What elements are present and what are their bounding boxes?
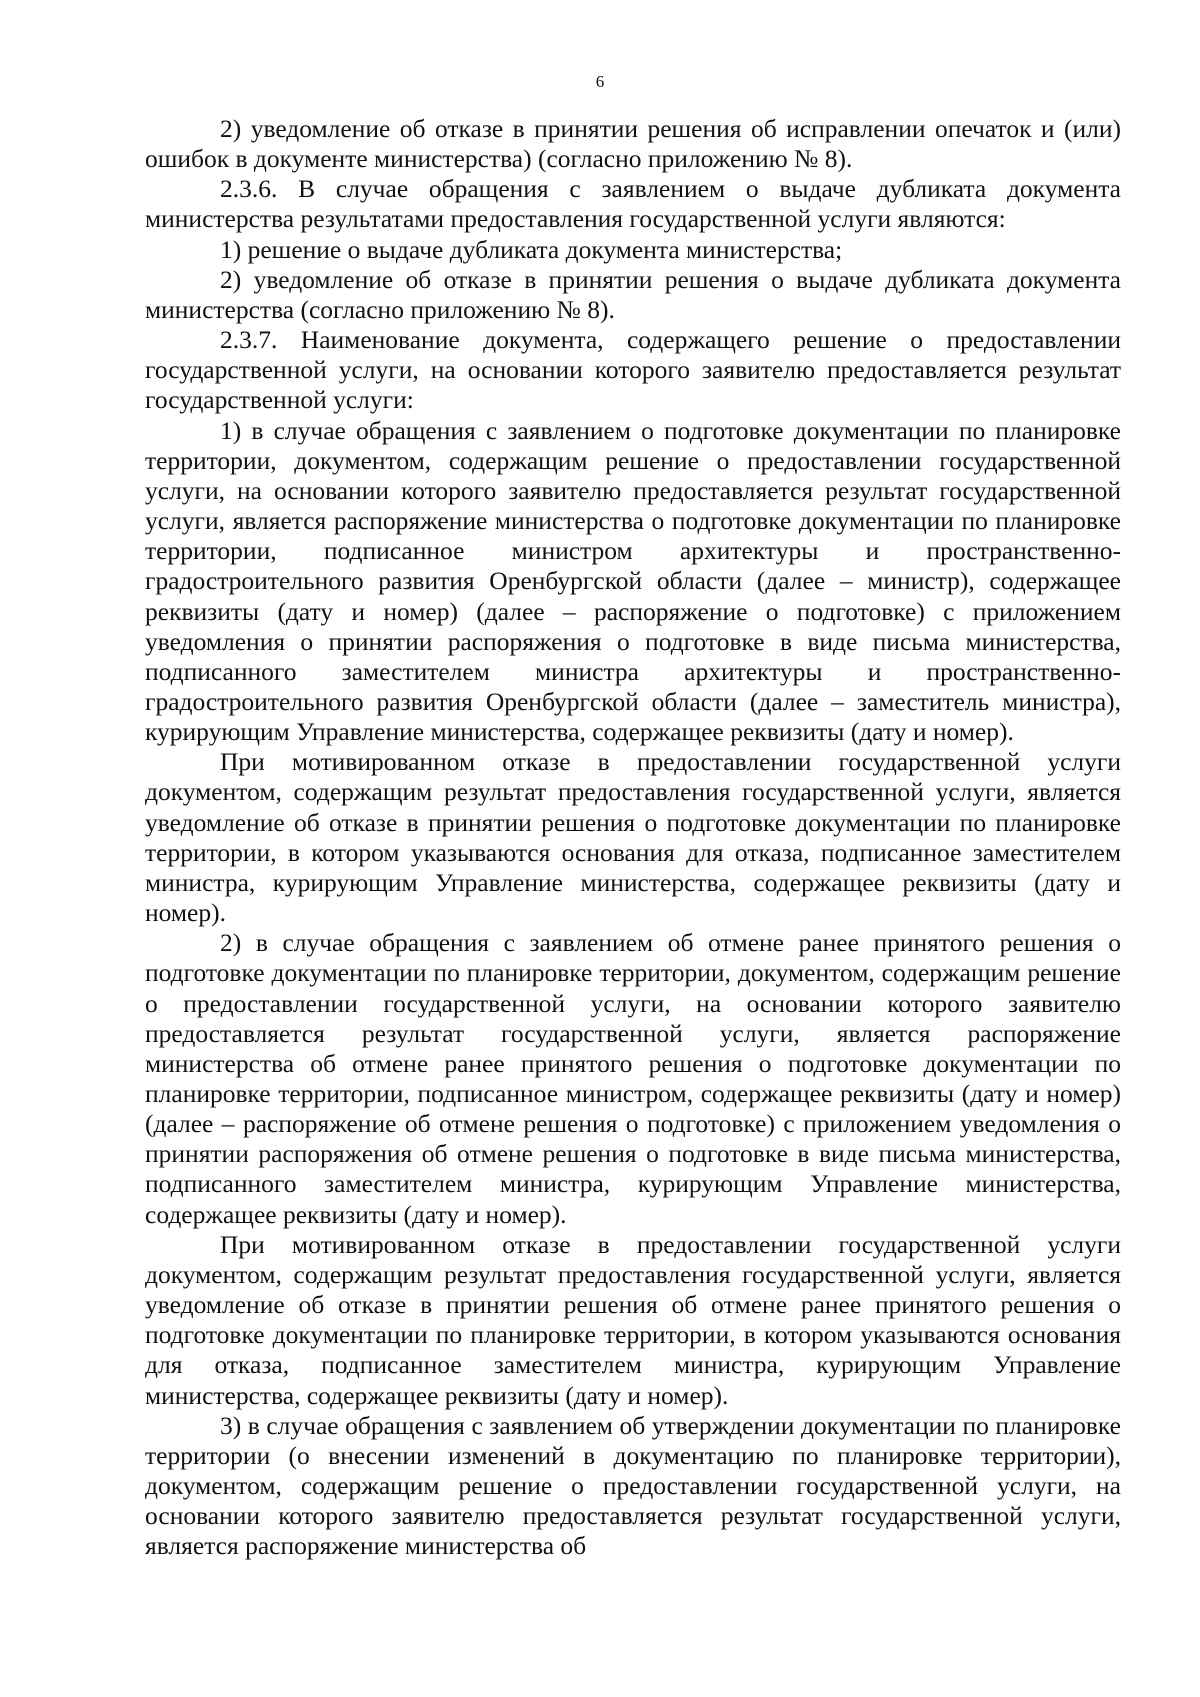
paragraph-cancellation-order: 2) в случае обращения с заявлением об отмене ранее принятого решения о подготовке документации по планировке территории, документом, содержащим решение о предоставлении государственной услуги, на основании которого заявителю предоставляется результат государственной услуги, является распоряжение министерства об отмене ранее принятого решения о подготовке документации по планировке территории, подписанное министром, содержащее реквизиты (дату и номер) (далее – распоряжение об отмене решения о подготовке) с приложением уведомления о принятии распоряжения об отмене решения о подготовке в виде письма министерства, подписанного заместителем министра, курирующим Управление министерства, содержащее реквизиты (дату и номер). — [145, 928, 1121, 1229]
paragraph-section-2-3-7: 2.3.7. Наименование документа, содержащего решение о предоставлении государственной услуги, на основании которого заявителю предоставляется результат государственной услуги: — [145, 325, 1121, 415]
paragraph-section-2-3-6: 2.3.6. В случае обращения с заявлением о выдаче дубликата документа министерства результатами предоставления государственной услуги являются: — [145, 174, 1121, 234]
paragraph-notice-refusal-typo-correction: 2) уведомление об отказе в принятии решения об исправлении опечаток и (или) ошибок в документе министерства) (согласно приложению № 8). — [145, 114, 1121, 174]
page-number: 6 — [595, 72, 605, 91]
paragraph-approval-order: 3) в случае обращения с заявлением об утверждении документации по планировке территории (о внесении изменений в документацию по планировке территории), документом, содержащим решение о предоставлении государственной услуги, на основании которого заявителю предоставляется результат государственной услуги, является распоряжение министерства об — [145, 1410, 1121, 1561]
paragraph-preparation-order: 1) в случае обращения с заявлением о подготовке документации по планировке территории, документом, содержащим решение о предоставлении государственной услуги, на основании которого заявителю предоставляется результат государственной услуги, является распоряжение министерства о подготовке документации по планировке территории, подписанное министром архитектуры и пространственно-градостроительного развития Оренбургской области (далее – министр), содержащее реквизиты (дату и номер) (далее – распоряжение о подготовке) с приложением уведомления о принятии распоряжения о подготовке в виде письма министерства, подписанного заместителем министра архитектуры и пространственно-градостроительного развития Оренбургской области (далее – заместитель министра), курирующим Управление министерства, содержащее реквизиты (дату и номер). — [145, 415, 1121, 747]
paragraph-duplicate-decision: 1) решение о выдаче дубликата документа министерства; — [220, 234, 843, 264]
paragraph-cancellation-refusal: При мотивированном отказе в предоставлении государственной услуги документом, содержащим результат предоставления государственной услуги, является уведомление об отказе в принятии решения об отмене ранее принятого решения о подготовке документации по планировке территории, в котором указываются основания для отказа, подписанное заместителем министра, курирующим Управление министерства, содержащее реквизиты (дату и номер). — [145, 1229, 1121, 1410]
paragraph-duplicate-refusal-notice: 2) уведомление об отказе в принятии решения о выдаче дубликата документа министерства (согласно приложению № 8). — [145, 264, 1121, 324]
paragraph-preparation-refusal: При мотивированном отказе в предоставлении государственной услуги документом, содержащим результат предоставления государственной услуги, является уведомление об отказе в принятии решения о подготовке документации по планировке территории, в котором указываются основания для отказа, подписанное заместителем министра, курирующим Управление министерства, содержащее реквизиты (дату и номер). — [145, 747, 1121, 928]
document-body — [145, 114, 1121, 1562]
